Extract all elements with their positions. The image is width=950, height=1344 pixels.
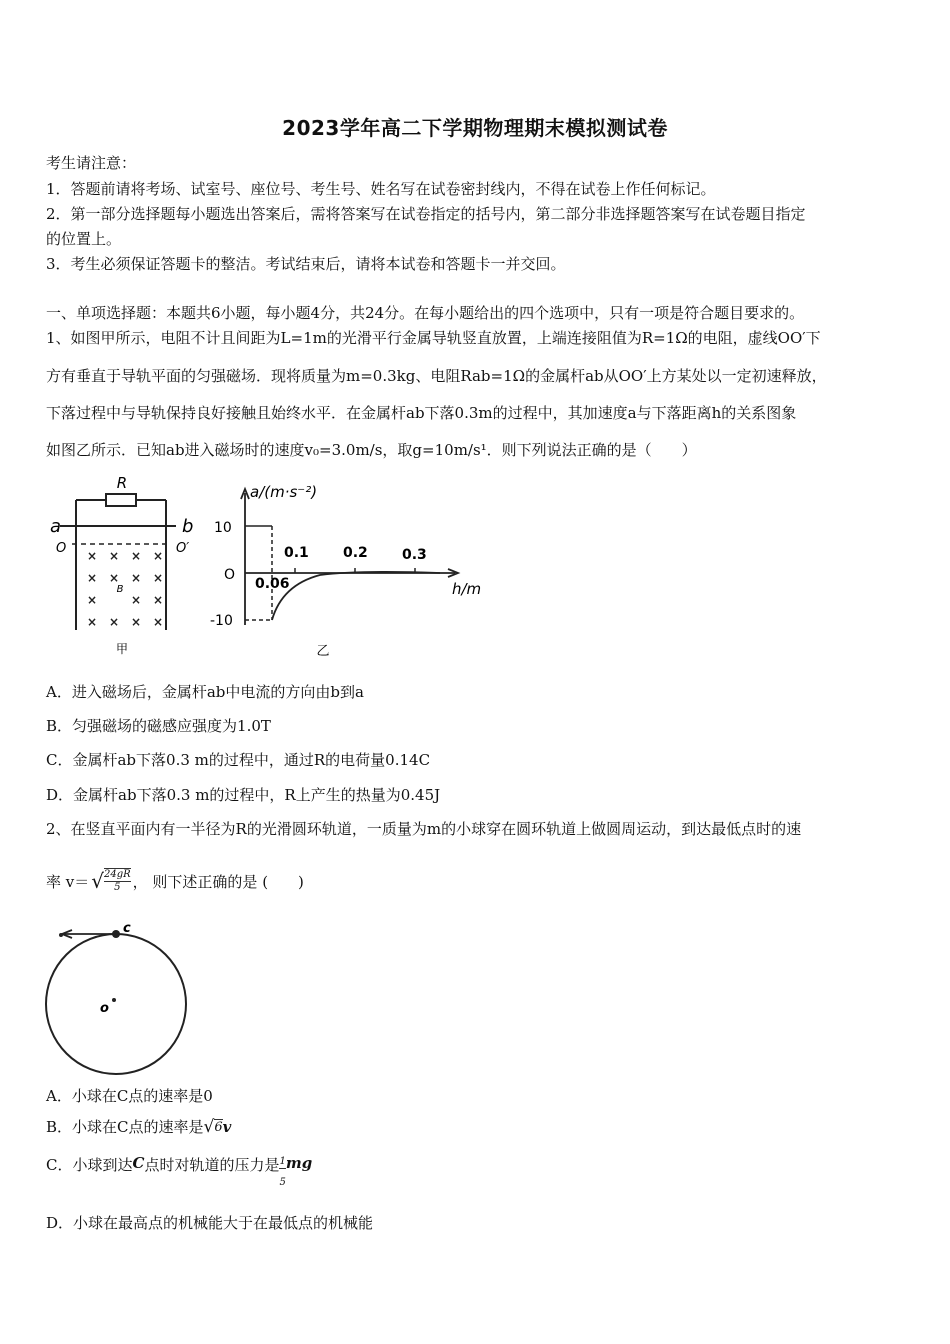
graph-tick-03: 0.3 — [402, 547, 427, 563]
q1-line-1: 1、如图甲所示，电阻不计且间距为L=1m的光滑平行金属导轨竖直放置，上端连接阻值为R=1Ω的电阻，虚线OO′下 — [46, 329, 821, 347]
svg-text:×: × — [130, 593, 142, 607]
q2-option-c-C: C — [132, 1154, 145, 1172]
q2-sqrt-num: 24gR — [104, 869, 131, 880]
label-O: O — [56, 541, 67, 556]
label-c: c — [123, 921, 131, 936]
q2-option-b-text: B．小球在C点的速率是 — [46, 1118, 204, 1136]
q2-sqrt-den: 5 — [114, 882, 121, 893]
graph-tick-02: 0.2 — [343, 545, 368, 561]
page-title: 2023学年高二下学期物理期末模拟测试卷 — [282, 116, 668, 140]
svg-text:×: × — [152, 593, 164, 607]
q2-option-b: B．小球在C点的速率是 √ 6 v — [46, 1116, 232, 1137]
q2-figure-circle — [40, 915, 200, 1075]
q1-figure-graph — [200, 475, 500, 660]
q1-option-a: A．进入磁场后，金属杆ab中电流的方向由b到a — [46, 683, 364, 701]
svg-text:×: × — [86, 593, 98, 607]
q2-option-c-mg: mg — [285, 1154, 313, 1172]
graph-tick-0: O — [224, 567, 236, 583]
q2-option-c-pre: C．小球到达 — [46, 1156, 133, 1174]
q2-line-2 — [46, 868, 304, 894]
q2-option-b-sqrt: 6 — [214, 1119, 223, 1135]
notice-item-2-cont: 的位置上。 — [46, 230, 122, 248]
graph-tick-10: 10 — [214, 520, 232, 536]
notice-heading: 考生请注意： — [46, 154, 137, 172]
svg-text:×: × — [86, 615, 98, 629]
q1-line-3: 下落过程中与导轨保持良好接触且始终水平．在金属杆ab下落0.3m的过程中，其加速度a与下落距离h的关系图象 — [46, 404, 797, 422]
caption-jia: 甲 — [115, 642, 129, 656]
q2-option-d: D．小球在最高点的机械能大于在最低点的机械能 — [46, 1214, 374, 1232]
graph-tick-006: 0.06 — [255, 576, 290, 592]
q2-option-c-num: 1 — [279, 1156, 286, 1167]
svg-text:×: × — [108, 549, 120, 563]
q2-sqrt: √ $\frac{24gR}{5}$ — [91, 869, 131, 893]
q1-line-2: 方有垂直于导轨平面的匀强磁场．现将质量为m=0.3kg、电阻Rab=1Ω的金属杆ab从OO′上方某处以一定初速释放， — [46, 367, 827, 385]
svg-text:×: × — [130, 615, 142, 629]
q1-line-4: 如图乙所示．已知ab进入磁场时的速度v₀=3.0m/s，取g=10m/s¹．则下列说法正确的是（ ） — [46, 441, 697, 459]
section1-heading: 一、单项选择题：本题共6小题，每小题4分，共24分。在每小题给出的四个选项中，只有一项是符合题目要求的。 — [46, 304, 805, 322]
notice-item-2: 2．第一部分选择题每小题选出答案后，需将答案写在试卷指定的括号内，第二部分非选择题答案写在试卷题目指定 — [46, 205, 806, 223]
label-B: B — [116, 584, 124, 595]
svg-text:×: × — [86, 549, 98, 563]
q1-option-c: C．金属杆ab下落0.3 m的过程中，通过R的电荷量0.14C — [46, 751, 431, 769]
q2-line-1: 2、在竖直平面内有一半径为R的光滑圆环轨道，一质量为m的小球穿在圆环轨道上做圆周运动，到达最低点时的速 — [46, 820, 802, 838]
svg-text:×: × — [130, 549, 142, 563]
q1-figure-circuit — [46, 470, 196, 660]
svg-text:×: × — [108, 615, 120, 629]
svg-text:×: × — [152, 549, 164, 563]
q2-option-a: A．小球在C点的速率是0 — [46, 1087, 213, 1105]
q2-option-c-den: 5 — [279, 1177, 286, 1188]
notice-item-1: 1．答题前请将考场、试室号、座位号、考生号、姓名写在试卷密封线内，不得在试卷上作任何标记。 — [46, 180, 716, 198]
svg-text:×: × — [130, 571, 142, 585]
graph-tick-01: 0.1 — [284, 545, 309, 561]
notice-item-3: 3．考生必须保证答题卡的整洁。考试结束后，请将本试卷和答题卡一并交回。 — [46, 255, 566, 273]
label-R: R — [116, 474, 128, 492]
q1-option-d: D．金属杆ab下落0.3 m的过程中，R上产生的热量为0.45J — [46, 786, 441, 804]
svg-text:×: × — [108, 571, 120, 585]
graph-tick-neg10: -10 — [210, 613, 233, 629]
graph-y-label: a/(m·s⁻²) — [250, 483, 318, 501]
svg-text:×: × — [152, 571, 164, 585]
q2-option-c — [46, 1154, 312, 1189]
q2-option-c-mid: 点时对轨道的压力是 — [144, 1156, 280, 1174]
label-o: o — [100, 1001, 109, 1016]
label-a: a — [50, 516, 62, 537]
q2-line-2-post: ， 则下述正确的是 ( ) — [132, 872, 304, 891]
label-b: b — [182, 516, 194, 537]
label-O-prime: O′ — [176, 541, 190, 556]
q1-option-b: B．匀强磁场的磁感应强度为1.0T — [46, 717, 271, 735]
caption-yi: 乙 — [316, 644, 330, 659]
graph-x-label: h/m — [452, 580, 482, 598]
q2-option-b-v: v — [222, 1117, 232, 1136]
svg-text:×: × — [152, 615, 164, 629]
svg-text:×: × — [86, 571, 98, 585]
q2-line-2-pre: 率 v＝ — [46, 872, 90, 891]
